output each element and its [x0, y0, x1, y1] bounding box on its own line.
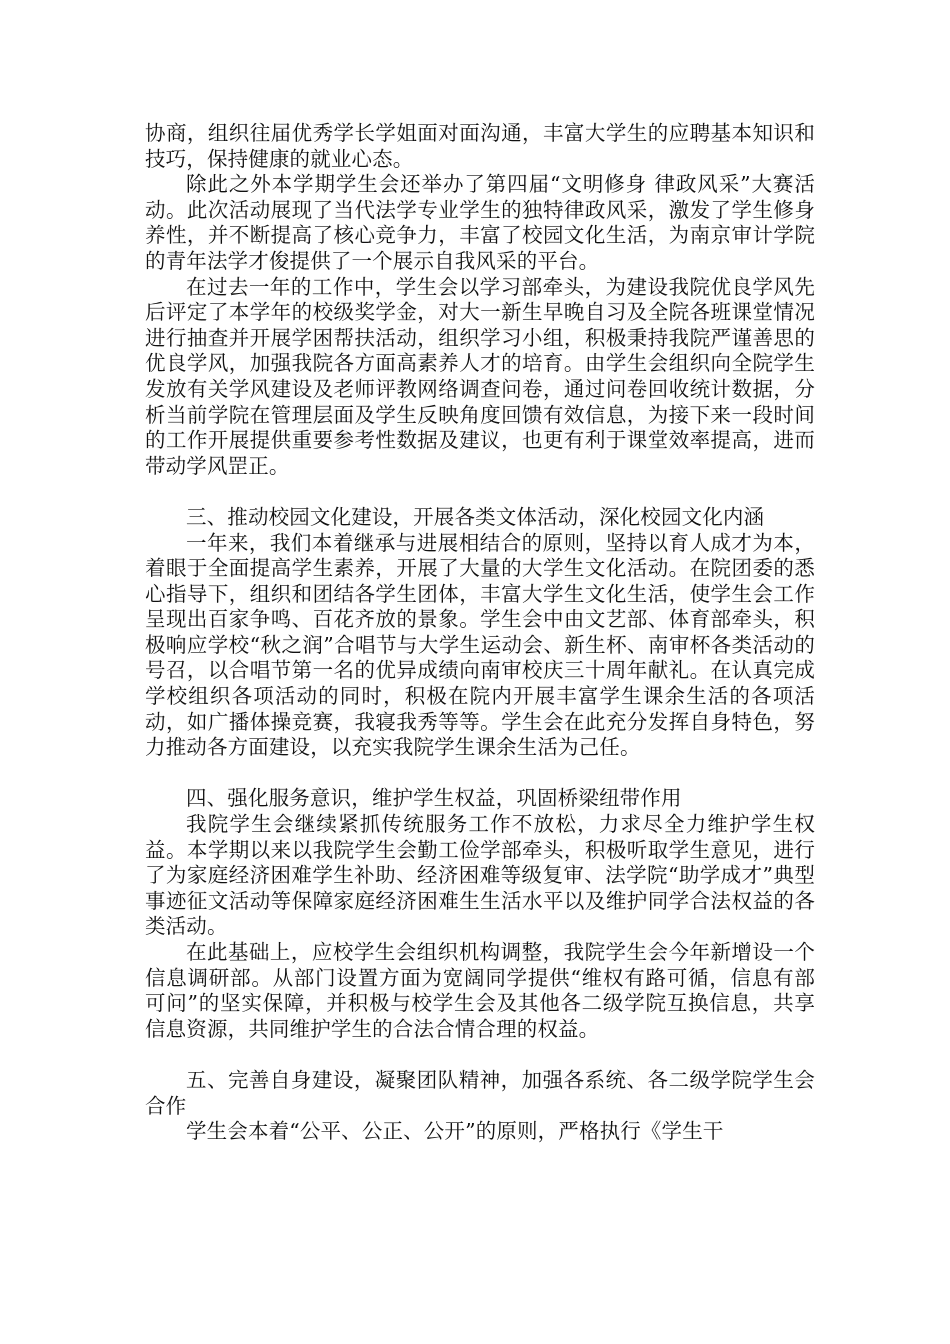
paragraph-student-rights: 我院学生会继续紧抓传统服务工作不放松，力求尽全力维护学生权益。本学期以来以我院学生会勤工俭学部牵头，积极听取学生意见，进行了为家庭经济困难学生补助、经济困难等级复审、法学院“助学成才”典型事迹征文活动等保障家庭经济困难生生活水平以及维护同学合法权益的各类活动。 — [145, 812, 815, 939]
paragraph-cultural-activities: 一年来，我们本着继承与进展相结合的原则，坚持以育人成才为本，着眼于全面提高学生素养，开展了大量的大学生文化活动。在院团委的悉心指导下，组织和团结各学生团体，丰富大学生文化生活，使学生会工作呈现出百家争鸣、百花齐放的景象。学生会中由文艺部、体育部牵头，积极响应学校“秋之润”合唱节与大学生运动会、新生杯、南审杯各类活动的号召，以合唱节第一名的优异成绩向南审校庆三十周年献礼。在认真完成学校组织各项活动的同时，积极在院内开展丰富学生课余生活的各项活动，如广播体操竞赛，我寝我秀等等。学生会在此充分发挥自身特色，努力推动各方面建设，以充实我院学生课余生活为己任。 — [145, 530, 815, 760]
section-heading-campus-culture: 三、推动校园文化建设，开展各类文体活动，深化校园文化内涵 — [186, 504, 765, 529]
paragraph-employment-continued: 协商，组织往届优秀学长学姐面对面沟通，丰富大学生的应聘基本知识和技巧，保持健康的就业心态。 — [145, 121, 815, 171]
section-heading-service: 四、强化服务意识，维护学生权益，巩固桥梁纽带作用 — [186, 786, 682, 811]
document-body — [145, 121, 815, 1145]
paragraph-fairness-principle: 学生会本着“公平、公正、公开”的原则，严格执行《学生干 — [186, 1119, 724, 1144]
section-heading-self-building: 五、完善自身建设，凝聚团队精神，加强各系统、各二级学院学生会合作 — [145, 1067, 815, 1118]
paragraph-info-research-dept: 在此基础上，应校学生会组织机构调整，我院学生会今年新增设一个信息调研部。从部门设置方面为宽阔同学提供“维权有路可循，信息有部可问”的坚实保障，并积极与校学生会及其他各二级学院互换信息，共享信息资源，共同维护学生的合法合情合理的权益。 — [145, 940, 815, 1041]
paragraph-law-style-contest: 除此之外本学期学生会还举办了第四届“文明修身 律政风采”大赛活动。此次活动展现了当代法学专业学生的独特律政风采，激发了学生修身养性，并不断提高了核心竞争力，丰富了校园文化生活，为南京审计学院的青年法学才俊提供了一个展示自我风采的平台。 — [145, 172, 815, 273]
paragraph-study-style: 在过去一年的工作中，学生会以学习部牵头，为建设我院优良学风先后评定了本学年的校级奖学金，对大一新生早晚自习及全院各班课堂情况进行抽查并开展学困帮扶活动，组织学习小组，积极秉持我院严谨善思的优良学风，加强我院各方面高素养人才的培育。由学生会组织向全院学生发放有关学风建设及老师评教网络调查问卷，通过问卷回收统计数据，分析当前学院在管理层面及学生反映角度回馈有效信息，为接下来一段时间的工作开展提供重要参考性数据及建议，也更有利于课堂效率提高，进而带动学风罡正。 — [145, 274, 815, 478]
